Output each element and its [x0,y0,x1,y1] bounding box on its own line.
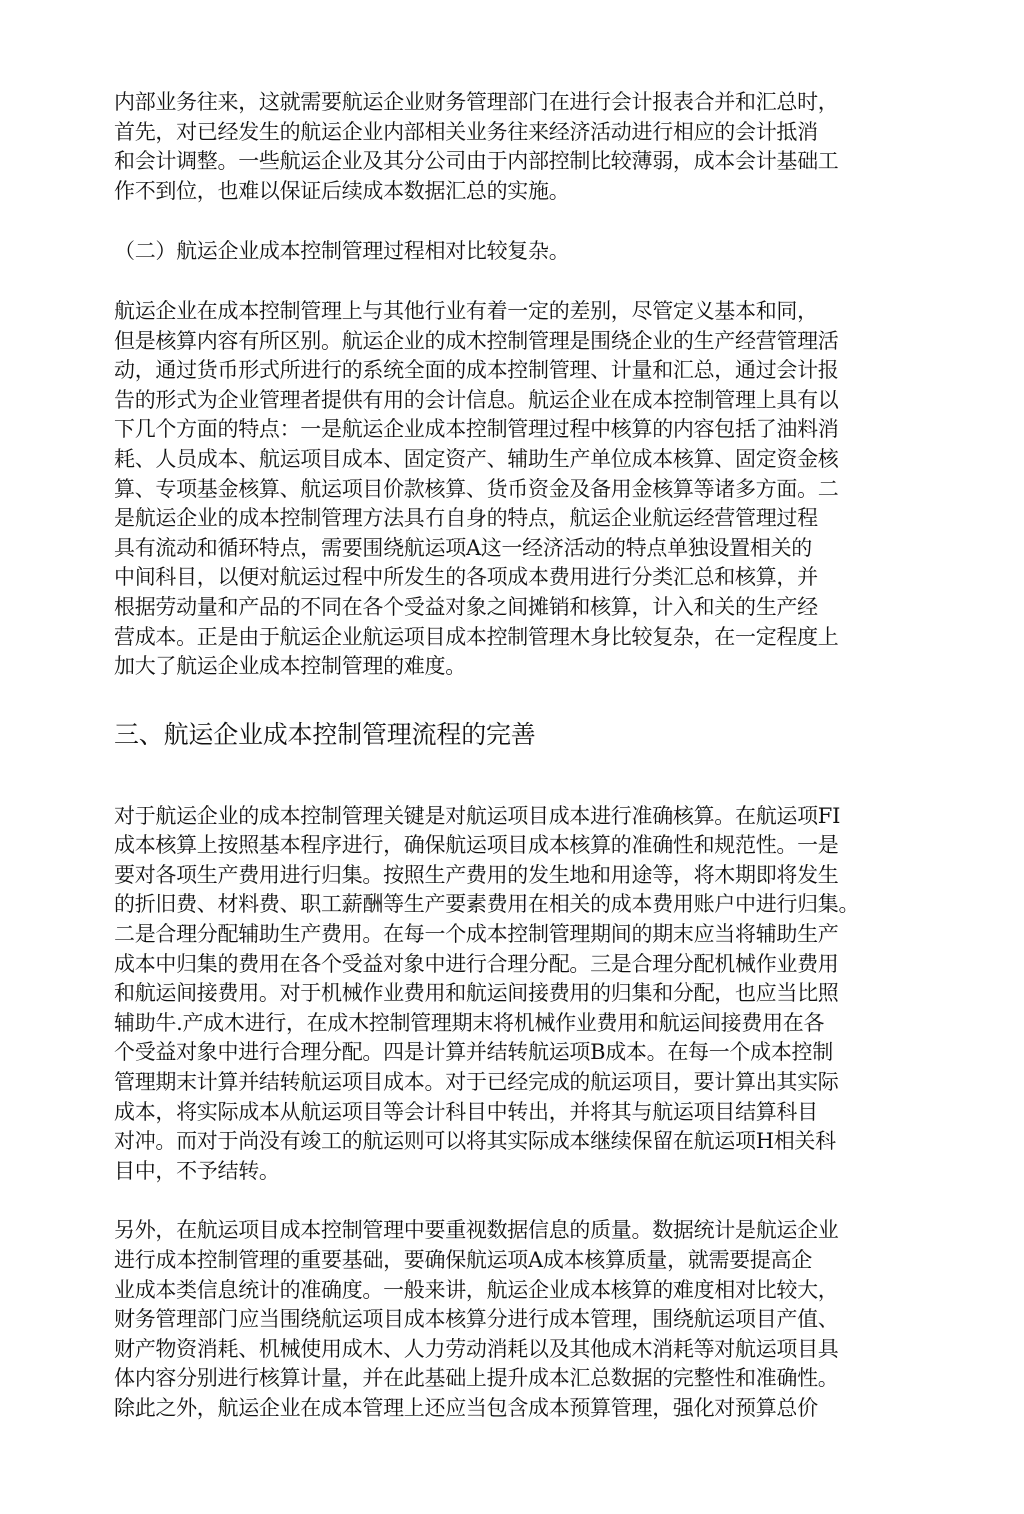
text-line: 耗、人员成本、航运项目成本、固定资产、辅助生产单位成本核算、固定资金核 [114,446,839,471]
text-line: 告的形式为企业管理者提供有用的会计信息。航运企业在成本控制管理上具有以 [114,387,839,412]
paragraph-3 [114,297,904,682]
text-line: 进行成本控制管理的重要基础，要确保航运项A成本核算质量，就需要提高企 [114,1248,812,1272]
text-line: 加大了航运企业成本控制管理的难度。 [114,654,466,679]
text-line: 首先，对已经发生的航运企业内部相关业务往来经济活动进行相应的会计抵消 [114,119,818,144]
text-line: 另外，在航运项目成本控制管理中要重视数据信息的质量。数据统计是航运企业 [114,1218,839,1243]
text-line: 成本中归集的费用在各个受益对象中进行合理分配。三是合理分配机械作业费用 [114,951,839,976]
text-line: 目中，不予结转。 [114,1158,280,1183]
text-line: 财务管理部门应当围绕航运项目成本核算分进行成本管理，围绕航运项目产值、 [114,1307,839,1332]
section-heading: 三、航运企业成本控制管理流程的完善 [114,719,536,749]
text-line: 对冲。而对于尚没有竣工的航运则可以将其实际成本继续保留在航运项H相关科 [114,1129,836,1154]
subheading-line: （二）航运企业成本控制管理过程相对比较复杂。 [114,239,570,264]
text-line: 的折旧费、材料费、职工薪酬等生产要素费用在相关的成本费用账户中进行归集。 [114,892,860,917]
text-line: 体内容分别进行核算计量，并在此基础上提升成本汇总数据的完整性和准确性。 [114,1366,839,1391]
paragraph-4 [114,802,904,1187]
section-spacer [114,752,904,802]
text-line: 根据劳动量和产品的不同在各个受益对象之间摊销和核算，计入和关的生产经 [114,594,818,619]
text-line: 成本，将实际成本从航运项目等会计科目中转出，并将其与航运项目结算科目 [114,1099,818,1124]
text-line: 财产物资消耗、机械使用成木、人力劳动消耗以及其他成木消耗等对航运项目具 [114,1336,839,1361]
text-line: 要对各项生产费用进行归集。按照生产费用的发生地和用途等，将木期即将发生 [114,862,839,887]
text-line: 中间科目，以便对航运过程中所发生的各项成本费用进行分类汇总和核算，并 [114,565,818,590]
text-line: 辅助牛.产成木进行，在成木控制管理期末将机械作业费用和航运间接费用在各 [114,1010,825,1035]
text-line: 二是合理分配辅助生产费用。在每一个成本控制管理期间的期末应当将辅助生产 [114,922,839,947]
text-line: 对于航运企业的成本控制管理关键是对航运项目成本进行准确核算。在航运项FI [114,803,841,828]
text-line: 具有流动和循环特点，需要围绕航运项A这一经济活动的特点单独设置相关的 [114,535,812,560]
subheading-paragraph [114,237,904,267]
text-line: 作不到位，也难以保证后续成本数据汇总的实施。 [114,178,570,203]
document-page [114,88,904,1424]
text-line: 动，通过货币形式所进行的系统全面的成本控制管理、计量和汇总，通过会计报 [114,358,839,383]
text-line: 但是核算内容有所区别。航运企业的成木控制管理是围绕企业的生产经营管理活 [114,328,839,353]
text-line: 管理期末计算并结转航运项目成本。对于已经完成的航运项目，要计算出其实际 [114,1070,839,1095]
text-line: 内部业务往来，这就需要航运企业财务管理部门在进行会计报表合并和汇总时， [114,90,839,114]
text-line: 营成本。正是由于航运企业航运项目成本控制管理木身比较复杂，在一定程度上 [114,624,839,649]
paragraph-5 [114,1216,904,1423]
section-spacer [114,682,904,718]
text-line: 是航运企业的成本控制管理方法具冇自身的特点，航运企业航运经营管理过程 [114,506,818,531]
paragraph-spacer [114,206,904,237]
paragraph-spacer [114,267,904,297]
text-line: 成本核算上按照基本程序进行，确保航运项目成本核算的准确性和规范性。一是 [114,833,839,858]
text-line: 航运企业在成本控制管理上与其他行业有着一定的差别，尽管定义基本和同， [114,298,818,323]
text-line: 除此之外，航运企业在成本管理上还应当包含成本预算管理，强化对预算总价 [114,1395,818,1420]
text-line: 和航运间接费用。对于机械作业费用和航运间接费用的归集和分配，也应当比照 [114,981,839,1006]
text-line: 业成本类信息统计的准确度。一般来讲，航运企业成本核算的难度相对比较大， [114,1277,839,1302]
paragraph-1 [114,88,904,206]
text-line: 和会计调整。一些航运企业及其分公司由于内部控制比较薄弱，成本会计基础工 [114,149,839,174]
paragraph-spacer [114,1186,904,1216]
text-line: 个受益对象中进行合理分配。四是计算并结转航运项B成本。在每一个成本控制 [114,1040,833,1065]
text-line: 下几个方面的特点：一是航运企业成本控制管理过程中核算的内容包括了油料消 [114,417,839,442]
text-line: 算、专项基金核算、航运项目价款核算、货币资金及备用金核算等诸多方面。二 [114,476,839,501]
